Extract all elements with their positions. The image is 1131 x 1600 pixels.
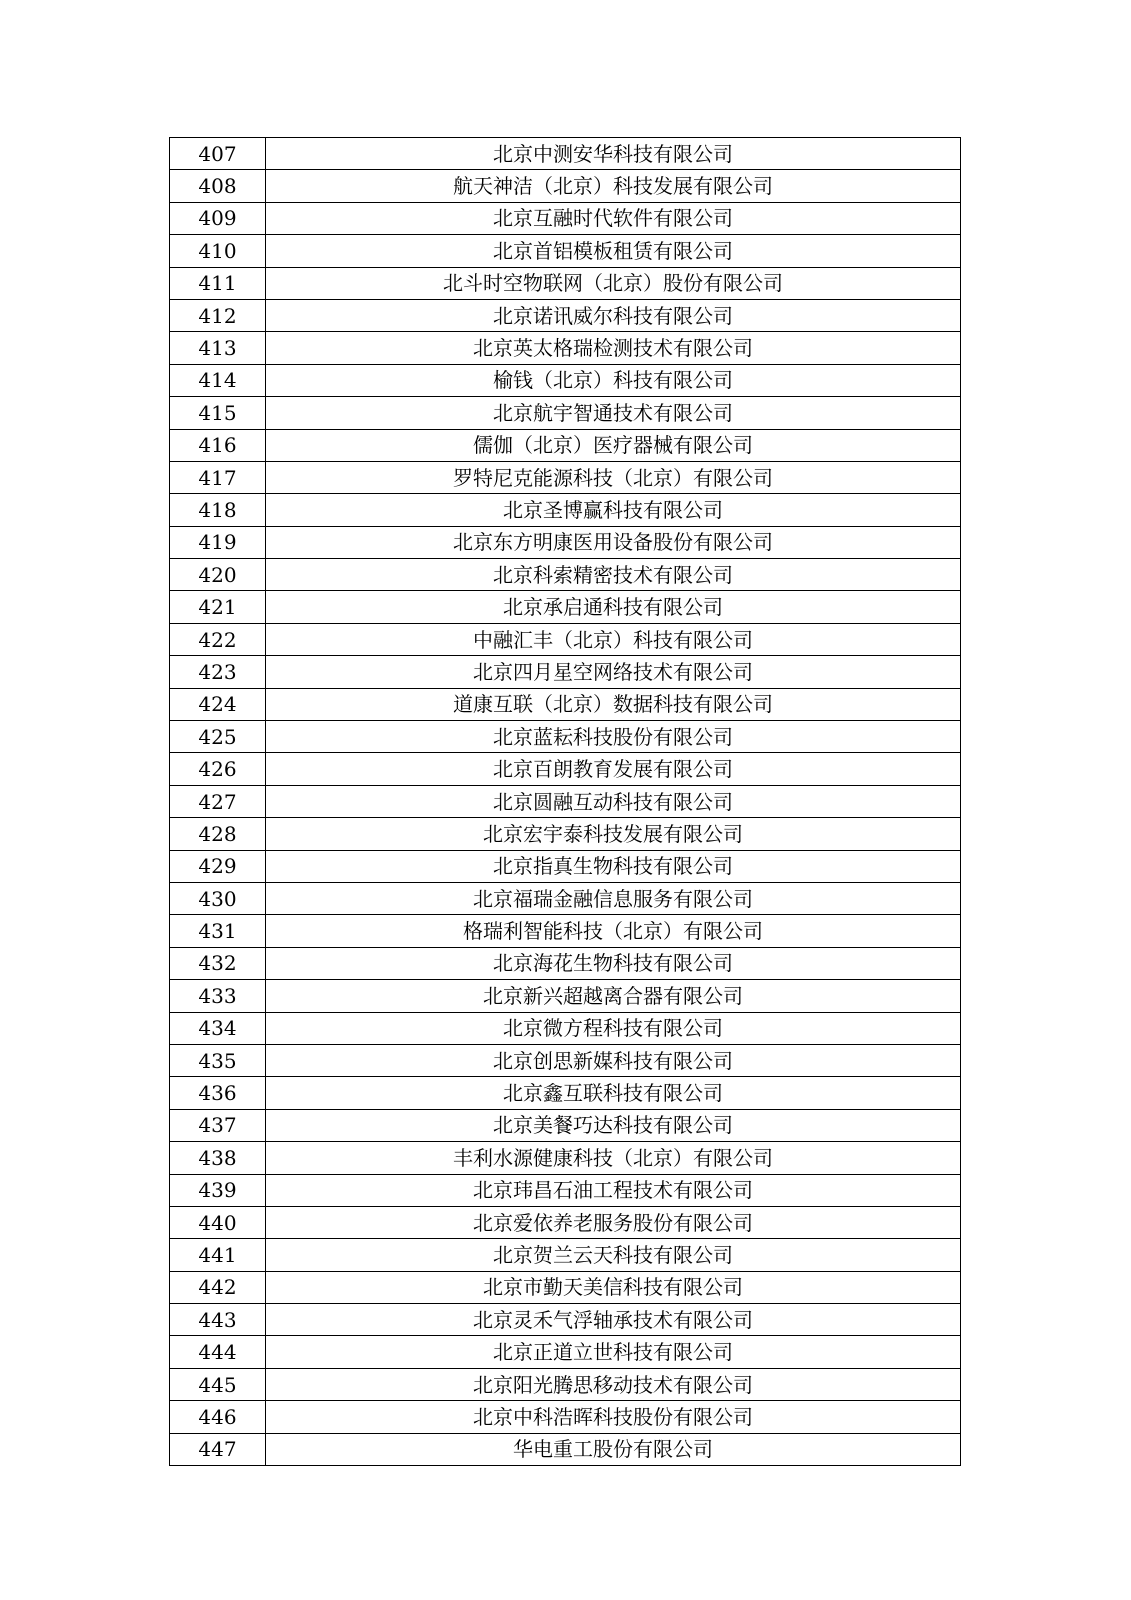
table-row (170, 235, 961, 267)
table-row (170, 138, 961, 170)
table-row (170, 1174, 961, 1206)
table-row (170, 299, 961, 331)
company-name-cell: 华电重工股份有限公司 (266, 1433, 961, 1465)
table-row (170, 1304, 961, 1336)
company-name-cell: 北京蓝耘科技股份有限公司 (266, 721, 961, 753)
company-name-cell: 北京圆融互动科技有限公司 (266, 785, 961, 817)
row-number-cell: 420 (170, 559, 266, 591)
company-list-body (170, 138, 961, 1466)
row-number-cell: 429 (170, 850, 266, 882)
row-number-cell: 446 (170, 1401, 266, 1433)
table-row (170, 494, 961, 526)
table-row (170, 688, 961, 720)
row-number-cell: 436 (170, 1077, 266, 1109)
row-number-cell: 410 (170, 235, 266, 267)
company-name-cell: 北京微方程科技有限公司 (266, 1012, 961, 1044)
company-list-table (169, 137, 961, 1466)
company-name-cell: 北斗时空物联网（北京）股份有限公司 (266, 267, 961, 299)
row-number-cell: 439 (170, 1174, 266, 1206)
row-number-cell: 437 (170, 1109, 266, 1141)
row-number-cell: 447 (170, 1433, 266, 1465)
table-row (170, 332, 961, 364)
table-row (170, 429, 961, 461)
company-name-cell: 儒伽（北京）医疗器械有限公司 (266, 429, 961, 461)
company-name-cell: 北京爱依养老服务股份有限公司 (266, 1206, 961, 1238)
row-number-cell: 414 (170, 364, 266, 396)
company-name-cell: 北京百朗教育发展有限公司 (266, 753, 961, 785)
row-number-cell: 426 (170, 753, 266, 785)
table-row (170, 559, 961, 591)
company-name-cell: 北京鑫互联科技有限公司 (266, 1077, 961, 1109)
company-name-cell: 北京东方明康医用设备股份有限公司 (266, 526, 961, 558)
company-name-cell: 北京指真生物科技有限公司 (266, 850, 961, 882)
row-number-cell: 408 (170, 170, 266, 202)
row-number-cell: 411 (170, 267, 266, 299)
company-name-cell: 北京中测安华科技有限公司 (266, 138, 961, 170)
table-row (170, 785, 961, 817)
row-number-cell: 409 (170, 202, 266, 234)
company-name-cell: 北京诺讯威尔科技有限公司 (266, 299, 961, 331)
company-name-cell: 北京玮昌石油工程技术有限公司 (266, 1174, 961, 1206)
row-number-cell: 425 (170, 721, 266, 753)
company-name-cell: 中融汇丰（北京）科技有限公司 (266, 623, 961, 655)
table-row (170, 1077, 961, 1109)
row-number-cell: 435 (170, 1044, 266, 1076)
company-name-cell: 格瑞利智能科技（北京）有限公司 (266, 915, 961, 947)
row-number-cell: 443 (170, 1304, 266, 1336)
table-row (170, 882, 961, 914)
company-name-cell: 北京首铝模板租赁有限公司 (266, 235, 961, 267)
table-row (170, 1368, 961, 1400)
company-name-cell: 北京航宇智通技术有限公司 (266, 397, 961, 429)
company-name-cell: 北京灵禾气浮轴承技术有限公司 (266, 1304, 961, 1336)
company-name-cell: 北京阳光腾思移动技术有限公司 (266, 1368, 961, 1400)
row-number-cell: 424 (170, 688, 266, 720)
company-name-cell: 道康互联（北京）数据科技有限公司 (266, 688, 961, 720)
table-row (170, 1433, 961, 1465)
table-row (170, 980, 961, 1012)
table-row (170, 915, 961, 947)
row-number-cell: 433 (170, 980, 266, 1012)
company-name-cell: 北京美餐巧达科技有限公司 (266, 1109, 961, 1141)
row-number-cell: 445 (170, 1368, 266, 1400)
table-row (170, 1142, 961, 1174)
table-row (170, 1044, 961, 1076)
table-row (170, 461, 961, 493)
row-number-cell: 434 (170, 1012, 266, 1044)
table-row (170, 202, 961, 234)
row-number-cell: 444 (170, 1336, 266, 1368)
row-number-cell: 438 (170, 1142, 266, 1174)
table-row (170, 1239, 961, 1271)
table-row (170, 721, 961, 753)
company-name-cell: 北京正道立世科技有限公司 (266, 1336, 961, 1368)
company-name-cell: 北京宏宇泰科技发展有限公司 (266, 818, 961, 850)
table-row (170, 526, 961, 558)
company-name-cell: 罗特尼克能源科技（北京）有限公司 (266, 461, 961, 493)
table-row (170, 656, 961, 688)
table-row (170, 364, 961, 396)
company-name-cell: 北京中科浩晖科技股份有限公司 (266, 1401, 961, 1433)
company-name-cell: 丰利水源健康科技（北京）有限公司 (266, 1142, 961, 1174)
table-row (170, 1012, 961, 1044)
row-number-cell: 419 (170, 526, 266, 558)
row-number-cell: 432 (170, 947, 266, 979)
company-name-cell: 北京科索精密技术有限公司 (266, 559, 961, 591)
row-number-cell: 440 (170, 1206, 266, 1238)
table-row (170, 1336, 961, 1368)
table-row (170, 170, 961, 202)
row-number-cell: 422 (170, 623, 266, 655)
row-number-cell: 442 (170, 1271, 266, 1303)
row-number-cell: 421 (170, 591, 266, 623)
table-row (170, 850, 961, 882)
row-number-cell: 431 (170, 915, 266, 947)
company-name-cell: 北京市勤天美信科技有限公司 (266, 1271, 961, 1303)
company-name-cell: 北京圣博赢科技有限公司 (266, 494, 961, 526)
table-row (170, 591, 961, 623)
table-row (170, 753, 961, 785)
row-number-cell: 423 (170, 656, 266, 688)
table-row (170, 1271, 961, 1303)
row-number-cell: 415 (170, 397, 266, 429)
table-row (170, 1401, 961, 1433)
table-row (170, 1206, 961, 1238)
row-number-cell: 413 (170, 332, 266, 364)
company-name-cell: 榆钱（北京）科技有限公司 (266, 364, 961, 396)
company-name-cell: 航天神洁（北京）科技发展有限公司 (266, 170, 961, 202)
row-number-cell: 407 (170, 138, 266, 170)
table-row (170, 1109, 961, 1141)
table-row (170, 818, 961, 850)
company-name-cell: 北京新兴超越离合器有限公司 (266, 980, 961, 1012)
company-name-cell: 北京福瑞金融信息服务有限公司 (266, 882, 961, 914)
row-number-cell: 416 (170, 429, 266, 461)
row-number-cell: 428 (170, 818, 266, 850)
company-name-cell: 北京四月星空网络技术有限公司 (266, 656, 961, 688)
company-name-cell: 北京承启通科技有限公司 (266, 591, 961, 623)
company-name-cell: 北京创思新媒科技有限公司 (266, 1044, 961, 1076)
company-name-cell: 北京海花生物科技有限公司 (266, 947, 961, 979)
row-number-cell: 441 (170, 1239, 266, 1271)
table-row (170, 947, 961, 979)
company-name-cell: 北京英太格瑞检测技术有限公司 (266, 332, 961, 364)
table-row (170, 397, 961, 429)
row-number-cell: 430 (170, 882, 266, 914)
row-number-cell: 418 (170, 494, 266, 526)
company-name-cell: 北京互融时代软件有限公司 (266, 202, 961, 234)
table-row (170, 623, 961, 655)
row-number-cell: 417 (170, 461, 266, 493)
table-row (170, 267, 961, 299)
company-name-cell: 北京贺兰云天科技有限公司 (266, 1239, 961, 1271)
row-number-cell: 427 (170, 785, 266, 817)
row-number-cell: 412 (170, 299, 266, 331)
